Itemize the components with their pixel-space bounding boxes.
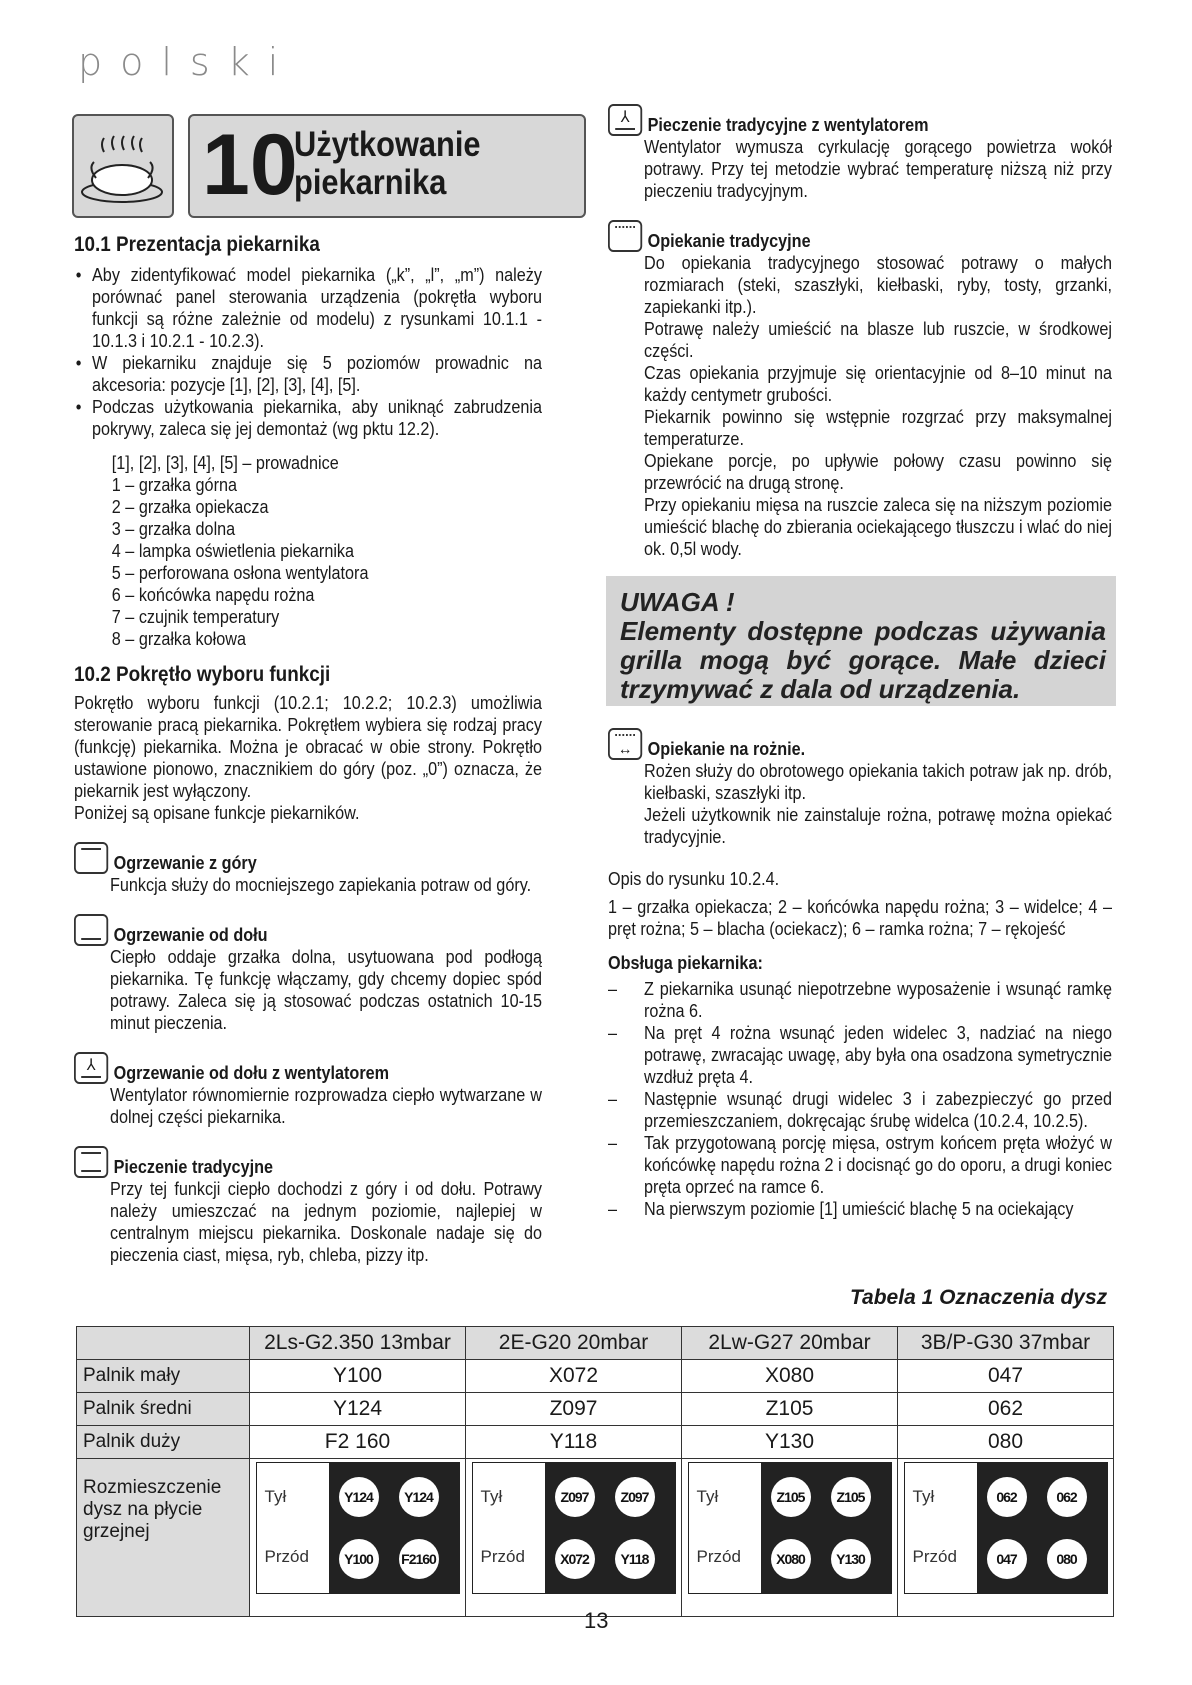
chapter-heading bbox=[188, 114, 586, 218]
figure-desc-title: Opis do rysunku 10.2.4. bbox=[608, 869, 780, 889]
service-step: – Na pierwszym poziomie [1] umieścić blachę 5 na ociekający bbox=[608, 1198, 1112, 1220]
nozzle-table bbox=[76, 1326, 1114, 1617]
table-header-cell bbox=[77, 1327, 250, 1360]
legend-item: 2 – grzałka opiekacza bbox=[111, 497, 269, 517]
burner-nozzle: X072 bbox=[555, 1539, 595, 1579]
service-heading: Obsługa piekarnika: bbox=[608, 953, 763, 973]
language-header: polski bbox=[78, 40, 297, 84]
burner-nozzle: 080 bbox=[1047, 1539, 1087, 1579]
burner-layout bbox=[256, 1462, 460, 1594]
burner-nozzle: Y100 bbox=[339, 1539, 379, 1579]
table-title: Tabela 1 Oznaczenia dysz bbox=[850, 1286, 1108, 1309]
warning-box bbox=[606, 576, 1116, 706]
burner-nozzle: 062 bbox=[1047, 1477, 1087, 1517]
table-row: Palnik średni Y124 Z097 Z105 062 bbox=[77, 1393, 1114, 1426]
left-column bbox=[74, 234, 542, 1266]
right-column-top bbox=[608, 104, 1112, 560]
bullet-item: • Podczas użytkowania piekarnika, aby uniknąć zabrudzenia pokrywy, zaleca się jej demontaż (wg pktu 12.2). bbox=[74, 396, 542, 440]
figure-desc-text: 1 – grzałka opiekacza; 2 – końcówka napędu rożna; 3 – widelce; 4 – pręt rożna; 5 – blacha (ociekacz); 6 – ramka rożna; 7 – rękojeść bbox=[608, 897, 1112, 939]
service-step: – Następnie wsunąć drugi widelec 3 i zabezpieczyć go przed przemieszczaniem, dokręcając śrubę widelca (10.2.4, 10.2.5). bbox=[608, 1088, 1112, 1132]
service-step: – Na pręt 4 rożna wsunąć jeden widelec 3, nadziać na niego potrawę, zwracając uwagę, aby była ona osadzona symetrycznie wzdłuż pręta 4. bbox=[608, 1022, 1112, 1088]
table-row: Palnik mały Y100 X072 X080 047 bbox=[77, 1360, 1114, 1393]
burner-nozzle: Z105 bbox=[831, 1477, 871, 1517]
burner-layout: Tył Przód Z097 Z097 X072 Y118 bbox=[472, 1462, 676, 1594]
section-heading-10-1: 10.1 Prezentacja piekarnika bbox=[74, 233, 320, 256]
burner-nozzle: Y124 bbox=[399, 1477, 439, 1517]
legend-item: 8 – grzałka kołowa bbox=[111, 629, 246, 649]
table-header-row bbox=[77, 1327, 1114, 1360]
rotisserie-icon: ↔ bbox=[608, 728, 642, 760]
burner-nozzle: F2160 bbox=[399, 1539, 439, 1579]
conventional-icon bbox=[74, 1146, 108, 1178]
burner-nozzle: Z097 bbox=[615, 1477, 655, 1517]
legend-item: 1 – grzałka górna bbox=[111, 475, 237, 495]
bottom-heat-fan-icon: ⅄ bbox=[74, 1052, 108, 1084]
burner-nozzle: Y118 bbox=[615, 1539, 655, 1579]
warning-title: UWAGA ! bbox=[620, 587, 735, 617]
burner-nozzle: Y130 bbox=[831, 1539, 871, 1579]
legend-item: 7 – czujnik temperatury bbox=[111, 607, 280, 627]
chapter-number: 10 bbox=[202, 117, 298, 213]
table-header-cell: 3B/P-G30 37mbar bbox=[898, 1327, 1114, 1360]
burner-nozzle: Y124 bbox=[339, 1477, 379, 1517]
burner-nozzle: Z097 bbox=[555, 1477, 595, 1517]
bottom-heat-icon bbox=[74, 914, 108, 946]
table-header-cell: 2Lw-G27 20mbar bbox=[682, 1327, 898, 1360]
burner-nozzle: 062 bbox=[987, 1477, 1027, 1517]
chapter-title: Użytkowanie piekarnika bbox=[294, 125, 481, 202]
function-bottom-heat-fan: ⅄ Ogrzewanie od dołu z wentylatorem Wentylator równomiernie rozprowadza ciepło wytwarzane w dolnej części piekarnika. bbox=[74, 1052, 542, 1128]
function-bottom-heat: Ogrzewanie od dołu Ciepło oddaje grzałka dolna, usytuowana pod podłogą piekarnika. Tę funkcję włączamy, gdy chcemy dopiec spód potrawy. Zaleca się ją stosować podczas ostatnich 10-15 minut pieczenia. bbox=[74, 914, 542, 1034]
back-label: Tył bbox=[264, 1487, 287, 1506]
table-row: Palnik duży F2 160 Y118 Y130 080 bbox=[77, 1426, 1114, 1459]
burner-layout: Tył Przód 062 062 047 080 bbox=[904, 1462, 1108, 1594]
section-heading-10-2: 10.2 Pokrętło wyboru funkcji bbox=[74, 663, 331, 686]
table-row-layout: Rozmieszczenie dysz na płycie grzejnej Tył Przód Y124 Y124 Y100 F2160 Tył Przód Z097 Z097 X072 Y118 Tył Przód Z105 Z105 X080 Y130 Tył Przód 062 062 047 080 bbox=[77, 1459, 1114, 1617]
section-intro-2: Poniżej są opisane funkcje piekarników. bbox=[74, 803, 360, 823]
legend-item: 5 – perforowana osłona wentylatora bbox=[111, 563, 369, 583]
top-heat-icon bbox=[74, 842, 108, 874]
burner-layout: Tył Przód Z105 Z105 X080 Y130 bbox=[688, 1462, 892, 1594]
legend-item: 6 – końcówka napędu rożna bbox=[111, 585, 315, 605]
table-header-cell: 2E-G20 20mbar bbox=[466, 1327, 682, 1360]
section-intro: Pokrętło wyboru funkcji (10.2.1; 10.2.2; 10.2.3) umożliwia sterowanie pracą piekarnika. Pokrętłem wybiera się rodzaj pracy (funkcję) piekarnika. Można je obracać w obie strony. Pokrętło ustawione pionowo, znacznikiem do góry (poz. „0”) oznacza, że piekarnik jest wyłączony. bbox=[74, 693, 542, 801]
bullet-item: • Aby zidentyfikować model piekarnika („k”, „l”, „m”) należy porównać panel sterowania urządzenia (pokrętła wyboru funkcji są różne zależnie od modelu) z rysunkami 10.1.1 - 10.1.3 i 10.2.1 - 10.2.3). bbox=[74, 264, 542, 352]
burner-nozzle: 047 bbox=[987, 1539, 1027, 1579]
service-step: – Tak przygotowaną porcję mięsa, ostrym końcem pręta włożyć w końcówkę napędu rożna 2 i docisnąć go do oporu, a drugi koniec pręta oprzeć na ramce 6. bbox=[608, 1132, 1112, 1198]
table-header-cell: 2Ls-G2.350 13mbar bbox=[250, 1327, 466, 1360]
burner-nozzle: Z105 bbox=[771, 1477, 811, 1517]
warning-text: Elementy dostępne podczas używania grilla mogą być gorące. Małe dzieci trzymywać z dala od urządzenia. bbox=[620, 616, 1106, 704]
roast-chicken-icon bbox=[72, 114, 174, 218]
page-number: 13 bbox=[584, 1608, 609, 1633]
function-conventional-fan: ⅄ Pieczenie tradycyjne z wentylatorem Wentylator wymusza cyrkulację gorącego powietrza wokół potrawy. Przy tej metodzie wybrać temperaturę niższą niż przy pieczeniu tradycyjnym. bbox=[608, 104, 1112, 202]
conventional-fan-icon: ⅄ bbox=[608, 104, 642, 136]
grill-icon bbox=[608, 220, 642, 252]
service-step: – Z piekarnika usunąć niepotrzebne wyposażenie i wsunąć ramkę rożna 6. bbox=[608, 978, 1112, 1022]
legend-item: 3 – grzałka dolna bbox=[111, 519, 236, 539]
right-column-bottom bbox=[608, 728, 1112, 1220]
function-conventional: Pieczenie tradycyjne Przy tej funkcji ciepło dochodzi z góry i od dołu. Potrawy należy umieszczać na jednym poziomie, najlepiej w centralnym miejscu piekarnika. Doskonale nadaje się do pieczenia ciast, mięsa, ryb, chleba, pizzy itp. bbox=[74, 1146, 542, 1266]
function-top-heat: Ogrzewanie z góry Funkcja służy do mocniejszego zapiekania potraw od góry. bbox=[74, 842, 542, 896]
legend-item: [1], [2], [3], [4], [5] – prowadnice bbox=[111, 453, 339, 473]
function-rotisserie: ↔ Opiekanie na rożnie. Rożen służy do obrotowego opiekania takich potraw jak np. drób, kiełbaski, szaszłyki itp. Jeżeli użytkownik nie zainstaluje rożna, potrawę można opiekać tradycyjnie. bbox=[608, 728, 1112, 848]
legend-list bbox=[74, 452, 542, 650]
burner-nozzle: X080 bbox=[771, 1539, 811, 1579]
front-label: Przód bbox=[264, 1547, 309, 1566]
legend-item: 4 – lampka oświetlenia piekarnika bbox=[111, 541, 355, 561]
function-grill: Opiekanie tradycyjne Do opiekania tradycyjnego stosować potrawy o małych rozmiarach (steki, szaszłyki, kiełbaski, ryby, tosty, grzanki, zapiekanki itp.). Potrawę należy umieścić na blasze lub ruszcie, w środkowej części. Czas opiekania przyjmuje się orientacyjnie od 8–10 minut na każdy centymetr grubości. Piekarnik powinno się wstępnie rozgrzać przy maksymalnej temperaturze. Opiekane porcje, po upływie połowy czasu powinno się przewrócić na drugą stronę. Przy opiekaniu mięsa na ruszcie zaleca się na niższym poziomie umieścić blachę do zbierania ociekającego tłuszczu i wlać do niej ok. 0,5l wody. bbox=[608, 220, 1112, 560]
bullet-item: • W piekarniku znajduje się 5 poziomów prowadnic na akcesoria: pozycje [1], [2], [3], [4], [5]. bbox=[74, 352, 542, 396]
